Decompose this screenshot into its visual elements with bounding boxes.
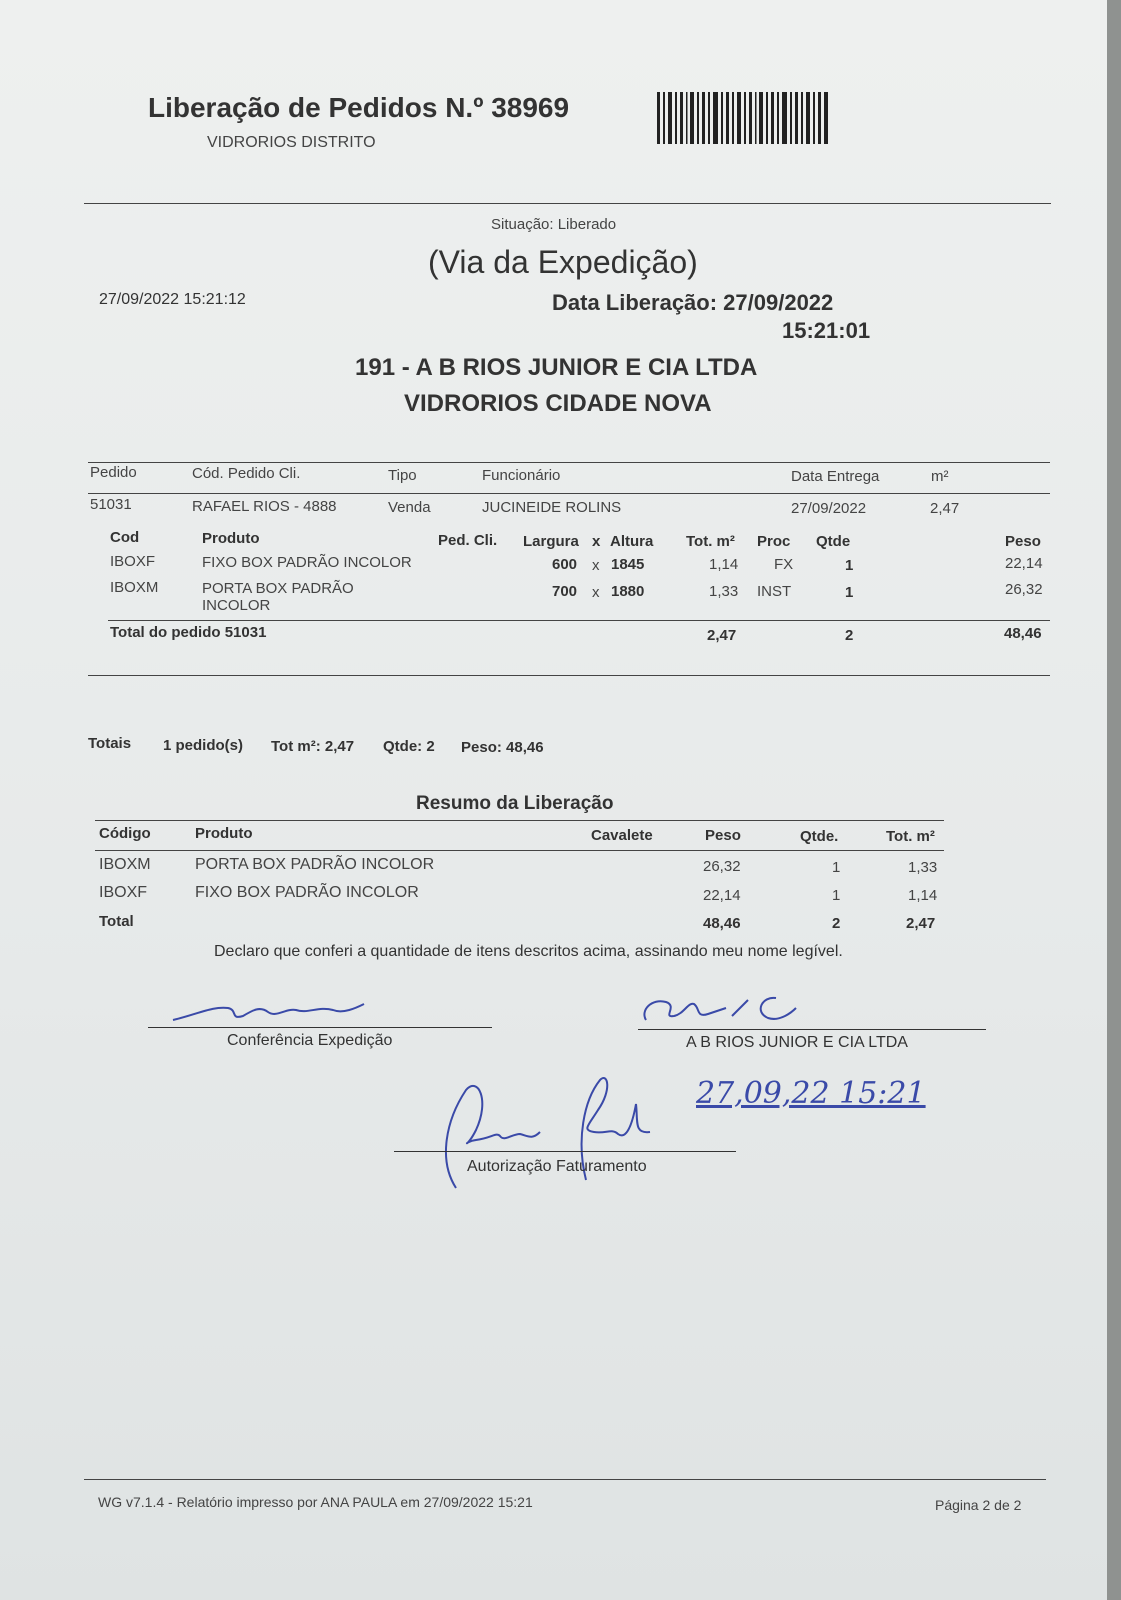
- item-peso: 22,14: [1005, 555, 1043, 572]
- handwritten-date: 27,09,22 15:21: [696, 1076, 926, 1111]
- totais-label: Totais: [88, 735, 132, 752]
- resumo-header-peso: Peso: [705, 827, 741, 844]
- signature-conferencia: [168, 996, 368, 1026]
- signature-company: [636, 988, 816, 1028]
- release-time: 15:21:01: [782, 318, 871, 343]
- order-data-entrega: 27/09/2022: [791, 500, 867, 517]
- item-tot-m2: 1,14: [709, 556, 739, 573]
- company-signature-label: A B RIOS JUNIOR E CIA LTDA: [686, 1034, 908, 1051]
- customer-name: 191 - A B RIOS JUNIOR E CIA LTDA: [355, 354, 758, 381]
- order-table-top-rule: [88, 462, 1050, 463]
- order-pedido: 51031: [90, 496, 132, 513]
- item-header-qtde: Qtde: [816, 533, 851, 550]
- resumo-total-tot-m2: 2,47: [906, 915, 936, 932]
- resumo-peso: 26,32: [703, 858, 741, 875]
- item-cod: IBOXM: [110, 579, 159, 596]
- item-altura: 1845: [611, 556, 645, 573]
- item-header-produto: Produto: [202, 530, 260, 547]
- item-proc: INST: [757, 583, 792, 600]
- item-qtde: 1: [845, 557, 854, 574]
- release-date: Data Liberação: 27/09/2022: [552, 290, 834, 315]
- signature-autorizacao: [436, 1070, 656, 1195]
- item-largura: 700: [552, 583, 578, 600]
- resumo-tot-m2: 1,33: [908, 859, 938, 876]
- order-total-qtde: 2: [845, 627, 854, 644]
- document-title: Liberação de Pedidos N.º 38969: [148, 92, 570, 123]
- totais-qtde: Qtde: 2: [383, 738, 435, 755]
- order-total-m2: 2,47: [707, 627, 737, 644]
- resumo-peso: 22,14: [703, 887, 741, 904]
- signature-line-conferencia: [148, 1027, 492, 1028]
- item-x: x: [592, 557, 600, 574]
- resumo-header-codigo: Código: [99, 825, 151, 842]
- col-header-m2: m²: [931, 468, 949, 485]
- conferencia-label: Conferência Expedição: [227, 1032, 393, 1049]
- declaration-text: Declaro que conferi a quantidade de itens descritos acima, assinando meu nome legível.: [214, 943, 843, 960]
- resumo-tot-m2: 1,14: [908, 887, 938, 904]
- resumo-header-cavalete: Cavalete: [591, 827, 653, 844]
- company-name: VIDRORIOS DISTRITO: [207, 134, 376, 151]
- item-produto: PORTA BOX PADRÃO: [202, 580, 354, 597]
- order-table-header-rule: [88, 493, 1050, 494]
- item-header-largura: Largura: [523, 533, 579, 550]
- item-x: x: [592, 584, 600, 601]
- resumo-codigo: IBOXM: [99, 856, 151, 873]
- copy-type-label: (Via da Expedição): [428, 244, 698, 280]
- item-cod: IBOXF: [110, 553, 156, 570]
- resumo-top-rule: [95, 820, 944, 821]
- item-qtde: 1: [845, 584, 854, 601]
- order-m2: 2,47: [930, 500, 960, 517]
- resumo-total-peso: 48,46: [703, 915, 741, 932]
- resumo-header-tot-m2: Tot. m²: [886, 828, 935, 845]
- col-header-funcionario: Funcionário: [482, 467, 561, 484]
- order-tipo: Venda: [388, 499, 431, 516]
- barcode-icon: [657, 92, 829, 144]
- footer-rule: [84, 1479, 1046, 1480]
- item-header-peso: Peso: [1005, 533, 1041, 550]
- col-header-data-entrega: Data Entrega: [791, 468, 880, 485]
- resumo-qtde: 1: [832, 859, 841, 876]
- footer-printed-by: WG v7.1.4 - Relatório impresso por ANA PAULA em 27/09/2022 15:21: [98, 1494, 533, 1510]
- order-total-rule: [108, 620, 1050, 621]
- item-header-x: x: [592, 533, 601, 550]
- order-cod-pedido-cli: RAFAEL RIOS - 4888: [192, 498, 337, 515]
- order-funcionario: JUCINEIDE ROLINS: [482, 499, 622, 516]
- signature-line-autorizacao: [394, 1151, 736, 1152]
- order-total-peso: 48,46: [1004, 625, 1042, 642]
- status-label: Situação: Liberado: [491, 216, 617, 233]
- footer-page-number: Página 2 de 2: [935, 1497, 1022, 1513]
- item-tot-m2: 1,33: [709, 583, 739, 600]
- resumo-total-label: Total: [99, 913, 134, 930]
- resumo-produto: FIXO BOX PADRÃO INCOLOR: [195, 884, 419, 901]
- resumo-header-produto: Produto: [195, 825, 253, 842]
- totais-peso: Peso: 48,46: [461, 739, 544, 756]
- col-header-pedido: Pedido: [90, 464, 137, 481]
- item-peso: 26,32: [1005, 581, 1043, 598]
- col-header-cod-pedido-cli: Cód. Pedido Cli.: [192, 465, 301, 482]
- resumo-total-qtde: 2: [832, 915, 841, 932]
- col-header-tipo: Tipo: [388, 467, 417, 484]
- resumo-qtde: 1: [832, 887, 841, 904]
- totais-m2: Tot m²: 2,47: [271, 738, 355, 755]
- item-produto-line2: INCOLOR: [202, 597, 271, 614]
- order-total-label: Total do pedido 51031: [110, 624, 267, 641]
- totais-pedidos: 1 pedido(s): [163, 737, 244, 754]
- item-header-ped-cli: Ped. Cli.: [438, 532, 498, 549]
- item-altura: 1880: [611, 583, 645, 600]
- autorizacao-label: Autorização Faturamento: [467, 1158, 647, 1175]
- item-header-proc: Proc: [757, 533, 791, 550]
- order-table-bottom-rule: [88, 675, 1050, 676]
- customer-branch: VIDRORIOS CIDADE NOVA: [404, 390, 712, 417]
- item-header-cod: Cod: [110, 529, 140, 546]
- header-divider: [84, 203, 1051, 204]
- resumo-header-qtde: Qtde.: [800, 828, 839, 845]
- signature-line-company: [638, 1029, 986, 1030]
- resumo-codigo: IBOXF: [99, 884, 148, 901]
- resumo-title: Resumo da Liberação: [416, 793, 614, 814]
- item-header-altura: Altura: [610, 533, 654, 550]
- print-datetime: 27/09/2022 15:21:12: [99, 291, 246, 308]
- item-produto: FIXO BOX PADRÃO INCOLOR: [202, 554, 412, 571]
- resumo-header-rule: [95, 850, 944, 851]
- item-largura: 600: [552, 556, 578, 573]
- resumo-produto: PORTA BOX PADRÃO INCOLOR: [195, 856, 435, 873]
- item-header-tot-m2: Tot. m²: [686, 533, 735, 550]
- item-proc: FX: [774, 556, 794, 573]
